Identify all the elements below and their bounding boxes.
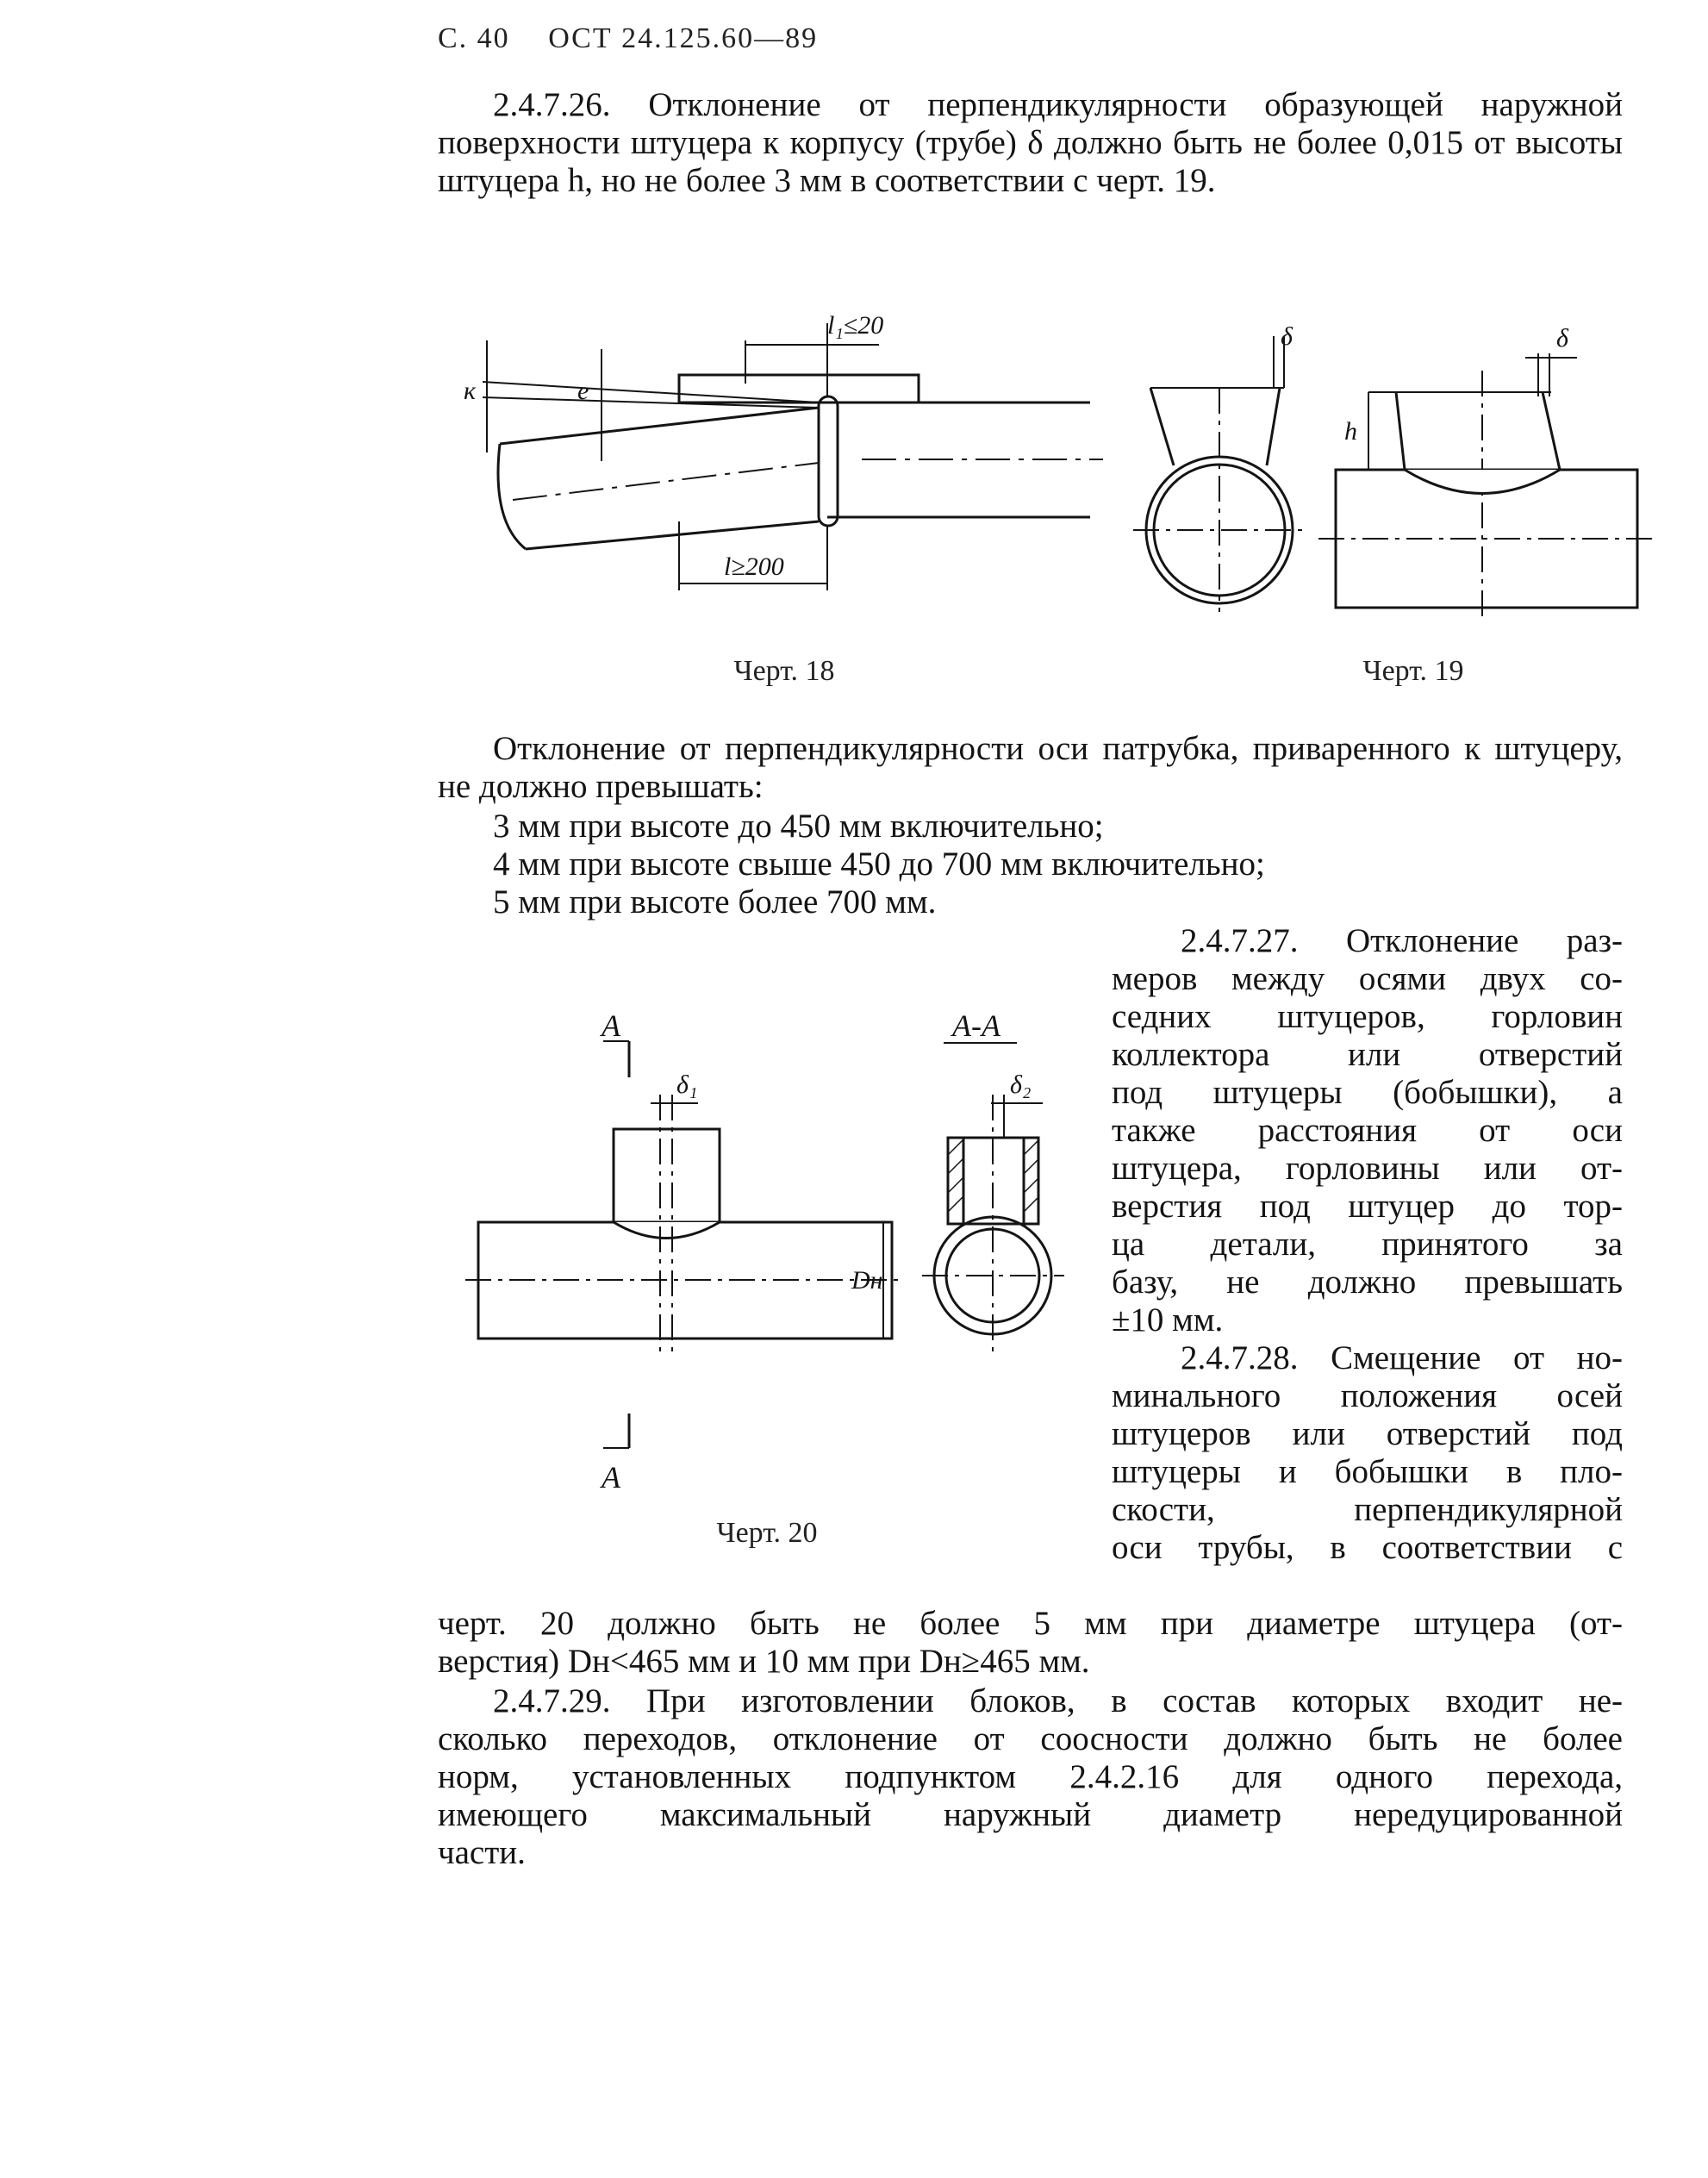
p29-line: имеющего максимальный наружный диаметр нередуцированной: [438, 1796, 1623, 1833]
p27-line: ца детали, принятого за: [1112, 1226, 1623, 1263]
fitting-right-edge: [1543, 392, 1560, 470]
figure-18-drawing: [448, 306, 1103, 590]
fitting-left-edge: [1396, 392, 1405, 470]
tolerance-item-2: 4 мм при высоте свыше 450 до 700 мм включительно;: [493, 846, 1265, 883]
p28-line: минального положения осей: [1112, 1377, 1623, 1414]
p29-line: сколько переходов, отклонение от соосности должно быть не более: [438, 1720, 1623, 1757]
label-delta-left: δ: [1281, 322, 1293, 351]
paragraph-2-4-7-28-continuation: [438, 1605, 1623, 1681]
figure-20-caption: Черт. 20: [716, 1517, 818, 1549]
standard-code: ОСТ 24.125.60—89: [548, 22, 819, 54]
p28-line: скости, перпендикулярной: [1112, 1491, 1623, 1528]
p28-line: 2.4.7.28. Смещение от но-: [1181, 1339, 1623, 1376]
left-pipe-top-edge: [500, 408, 819, 444]
p27-line: меров между осями двух со-: [1112, 960, 1623, 997]
paragraph-2-4-7-26: [438, 86, 1623, 200]
label-dn: Dн: [851, 1266, 883, 1295]
figure-18-caption: Черт. 18: [733, 655, 835, 687]
p27-line: базу, не должно превышать: [1112, 1264, 1623, 1301]
p28-continuation-line-2: верстия) Dн<465 мм и 10 мм при Dн≥465 мм.: [438, 1643, 1090, 1680]
p29-line: 2.4.7.29. При изготовлении блоков, в состав которых входит не-: [493, 1682, 1623, 1719]
paragraph-text: 2.4.7.26. Отклонение от перпендикулярности образующей наружной поверхности штуцера к корпусу (трубе) δ должно быть не более 0,015 от высоты штуцера h, но не более 3 мм в соответствии с черт. 19.: [438, 86, 1623, 199]
label-l1: l₁≤20: [827, 311, 884, 340]
fitting-left-edge: [1150, 388, 1174, 465]
label-l: l≥200: [724, 552, 784, 581]
p27-line: также расстояния от оси: [1112, 1112, 1623, 1149]
label-section: А-А: [952, 1008, 1000, 1043]
figure-19-caption: Черт. 19: [1362, 655, 1464, 687]
tolerance-item-1: 3 мм при высоте до 450 мм включительно;: [493, 808, 1104, 845]
p28-line: штуцеры и бобышки в пло-: [1112, 1453, 1623, 1490]
paragraph-2-4-7-29: [438, 1682, 1623, 1872]
perpendicularity-tolerance: [438, 730, 1623, 806]
p27-line: верстия под штуцер до тор-: [1112, 1188, 1623, 1225]
label-a-bottom: А: [602, 1460, 620, 1495]
label-a-top: А: [602, 1008, 620, 1043]
straightedge: [679, 375, 919, 403]
p27-line: под штуцеры (бобышки), а: [1112, 1074, 1623, 1111]
label-k: к: [464, 377, 477, 405]
fitting-weld: [614, 1222, 720, 1239]
left-pipe-bottom-edge: [526, 521, 819, 549]
left-pipe-axis: [513, 463, 819, 500]
p27-line: седних штуцеров, горловин: [1112, 998, 1623, 1035]
label-delta-right: δ: [1556, 324, 1568, 353]
figure-19-side-view: [1318, 319, 1663, 616]
page-number: С. 40: [438, 22, 510, 54]
figure-20-drawing: [465, 991, 1086, 1517]
page-header: [438, 22, 818, 55]
p28-continuation-line-1: черт. 20 должно быть не более 5 мм при диаметре штуцера (от-: [438, 1605, 1623, 1642]
p27-line: 2.4.7.27. Отклонение раз-: [1181, 922, 1623, 959]
weld-intersection: [1405, 470, 1560, 494]
p29-line: норм, установленных подпунктом 2.4.2.16 для одного перехода,: [438, 1758, 1623, 1795]
p28-line: штуцеров или отверстий под: [1112, 1415, 1623, 1452]
label-delta2: δ₂: [1010, 1070, 1032, 1099]
p28-line: оси трубы, в соответствии с: [1112, 1529, 1623, 1566]
label-e: е: [577, 377, 589, 405]
p27-line: штуцера, горловины или от-: [1112, 1150, 1623, 1187]
label-delta1: δ₁: [676, 1070, 698, 1099]
p29-line: части.: [438, 1834, 526, 1871]
figure-19-front-view: [1112, 319, 1327, 616]
p27-line: ±10 мм.: [1112, 1301, 1224, 1339]
weld-joint: [819, 396, 838, 526]
p27-line: коллектора или отверстий: [1112, 1036, 1623, 1073]
fitting-outline: [614, 1129, 720, 1222]
label-h: h: [1344, 417, 1357, 446]
fitting-right-edge: [1267, 388, 1280, 465]
tolerance-intro: Отклонение от перпендикулярности оси патрубка, приваренного к штуцеру, не должно превышать:: [438, 730, 1623, 805]
left-pipe-break-end: [498, 444, 526, 549]
paragraph-2-4-7-27: [1112, 922, 1623, 1567]
tolerance-item-3: 5 мм при высоте более 700 мм.: [493, 883, 937, 921]
